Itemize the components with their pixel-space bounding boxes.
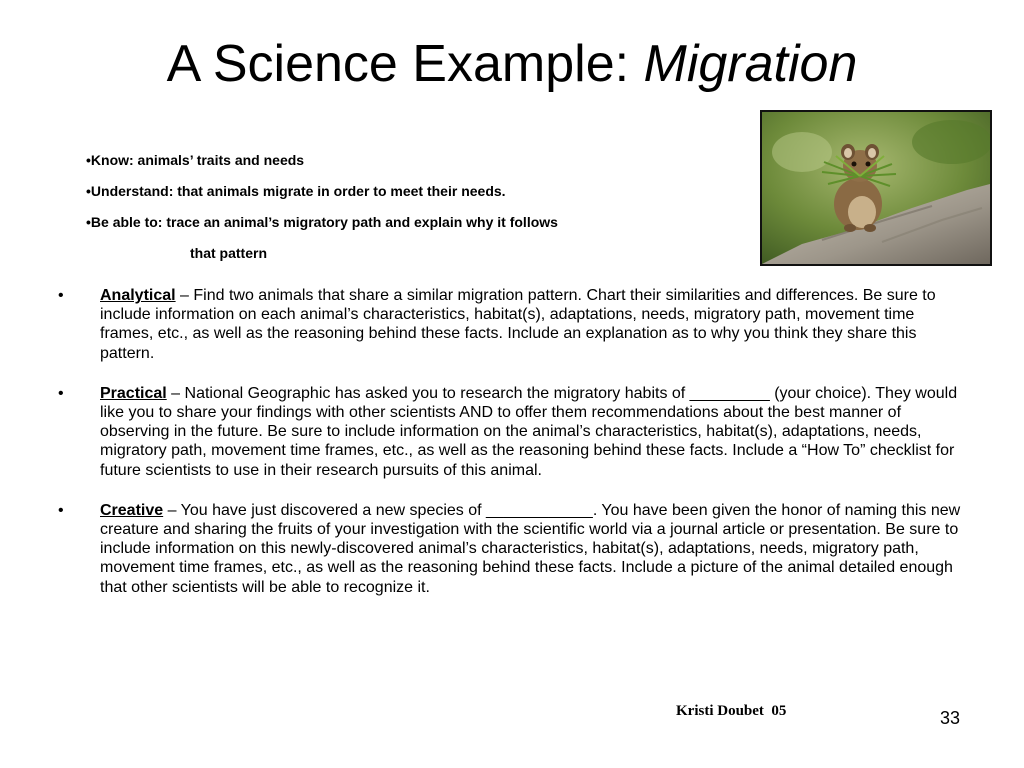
objective-understand: •Understand: that animals migrate in order to meet their needs. xyxy=(86,183,506,199)
objectives-list xyxy=(86,150,726,274)
task-text-creative: – You have just discovered a new species of ____________. You have been given the honor of naming this new creature and sharing the fruits of your investigation with the scientific world via a journal article or presentation. Be sure to include information on this newly-discovered animal’s characteristics, habitat(s), adaptations, needs, migratory path, movement time frames, etc., as well as the reasoning behind these facts. Include a picture of the animal detailed enough that other scientists will be able to recognize it. xyxy=(100,501,961,596)
bullet: • xyxy=(58,287,64,304)
title-main: A Science Example: xyxy=(166,35,644,93)
bullet: • xyxy=(58,501,64,519)
task-creative xyxy=(58,501,968,597)
page-number: 33 xyxy=(940,708,961,728)
task-text-analytical: – Find two animals that share a similar migration pattern. Chart their similarities and differences. Be sure to include information on each animal’s characteristics, habitat(s), adaptations, needs, migratory path, movement time frames, etc., as well as the reasoning behind these facts. Include an explanation as to why you think they share this pattern. xyxy=(100,287,936,362)
task-name-creative: Creative xyxy=(100,501,164,519)
task-practical xyxy=(58,384,968,480)
slide-title xyxy=(0,28,1024,100)
objective-able-to: •Be able to: trace an animal’s migratory path and explain why it follows xyxy=(86,214,558,230)
bullet: • xyxy=(58,384,64,402)
title-italic: Migration xyxy=(643,35,858,93)
footer-author: Kristi Doubet 05 xyxy=(676,703,787,719)
task-list xyxy=(58,286,968,618)
pika-photo xyxy=(760,110,992,266)
objective-know: •Know: animals’ traits and needs xyxy=(86,152,305,168)
task-text-practical: – National Geographic has asked you to research the migratory habits of _________ (your choice). They would like you to share your findings with other scientists AND to offer them recommendations about the best manner of observing in the future. Be sure to include information on the animal’s characteristics, habitat(s), adaptations, needs, migratory path, movement time frames, etc., as well as the reasoning behind these facts. Include a “How To” checklist for future scientists to use in their research pursuits of this animal. xyxy=(100,384,958,479)
task-name-analytical: Analytical xyxy=(100,287,176,304)
pika-illustration xyxy=(762,112,990,264)
task-name-practical: Practical xyxy=(100,384,167,402)
task-analytical xyxy=(58,286,968,363)
objective-able-to-continued: that pattern xyxy=(190,245,267,261)
